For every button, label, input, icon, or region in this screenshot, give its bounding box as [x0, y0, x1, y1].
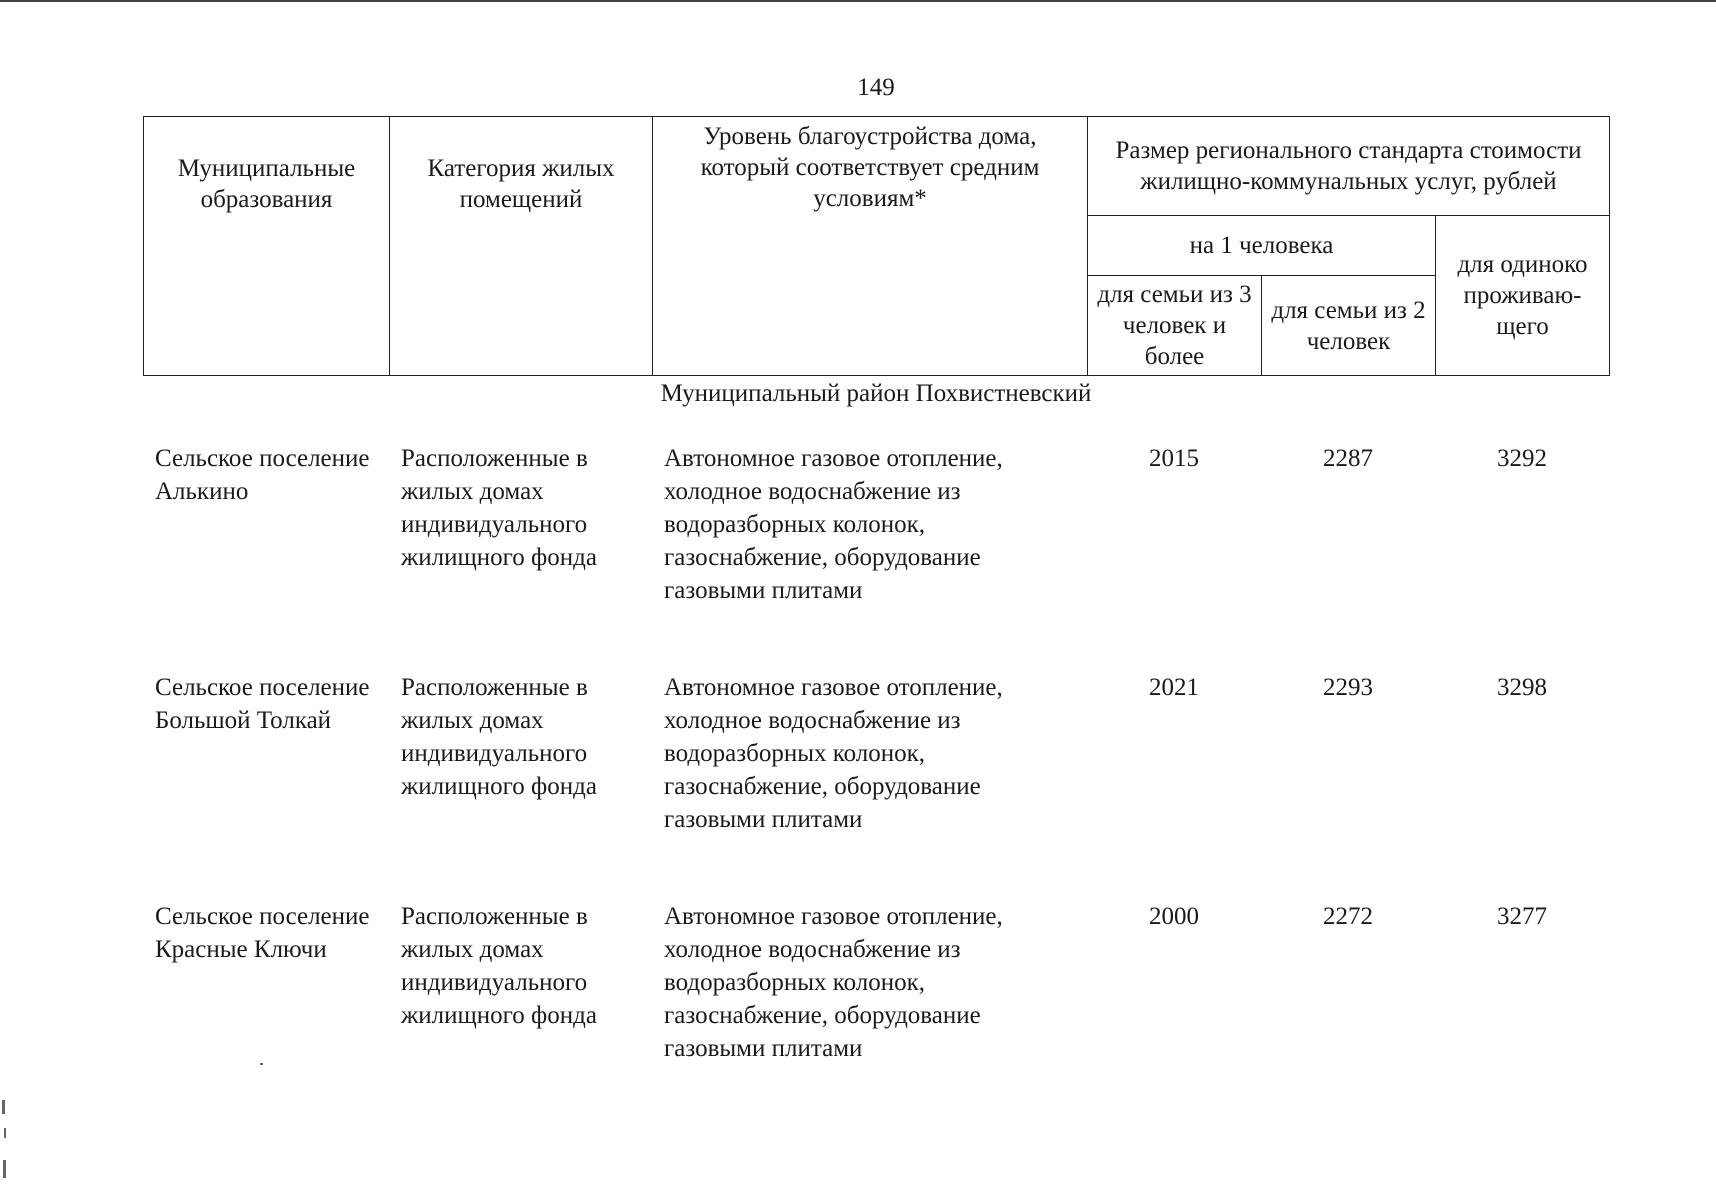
header-family2: для семьи из 2 человек [1262, 276, 1436, 376]
cell-level: Автономное газовое отопление, холодное водоснабжение из водоразборных колонок, газоснабжение, оборудование газовыми плитами [664, 445, 1003, 604]
cell-family2: 2287 [1323, 445, 1373, 472]
header-per-person: на 1 человека [1088, 216, 1436, 276]
header-municipal: Муниципальные образования [144, 117, 390, 376]
header-level: Уровень благоустройства дома, который соответствует средним условиям* [653, 117, 1088, 376]
table-header [143, 116, 1610, 376]
cell-family3: 2021 [1149, 674, 1199, 701]
cell-category: Расположенные в жилых домах индивидуального жилищного фонда [401, 674, 597, 800]
table-row [143, 900, 1609, 1129]
cell-municipality: Сельское поселение Алькино [155, 445, 370, 505]
cell-single: 3277 [1497, 903, 1547, 930]
district-title: Муниципальный район Похвистневский [660, 380, 1092, 407]
cell-single: 3298 [1497, 674, 1547, 701]
table-row [143, 671, 1609, 900]
cell-level: Автономное газовое отопление, холодное водоснабжение из водоразборных колонок, газоснабжение, оборудование газовыми плитами [664, 903, 1003, 1062]
table-body [143, 442, 1609, 1129]
header-family3: для семьи из 3 человек и более [1088, 276, 1262, 376]
header-category: Категория жилых помещений [390, 117, 653, 376]
scan-speck [4, 1128, 6, 1138]
cell-municipality: Сельское поселение Красные Ключи [155, 903, 370, 963]
cell-municipality: Сельское поселение Большой Толкай [155, 674, 370, 734]
cell-level: Автономное газовое отопление, холодное водоснабжение из водоразборных колонок, газоснабжение, оборудование газовыми плитами [664, 674, 1003, 833]
page-number: 149 [857, 74, 895, 101]
header-standard: Размер регионального стандарта стоимости жилищно-коммунальных услуг, рублей [1088, 117, 1610, 216]
cell-category: Расположенные в жилых домах индивидуального жилищного фонда [401, 903, 597, 1029]
scan-speck [260, 1063, 263, 1065]
cell-category: Расположенные в жилых домах индивидуального жилищного фонда [401, 445, 597, 571]
cell-family3: 2000 [1149, 903, 1199, 930]
cell-single: 3292 [1497, 445, 1547, 472]
header-single: для одиноко проживаю-щего [1436, 216, 1610, 376]
cell-family2: 2293 [1323, 674, 1373, 701]
table-row [143, 442, 1609, 671]
scan-speck [2, 1100, 5, 1114]
top-border-rule [0, 0, 1716, 2]
cell-family3: 2015 [1149, 445, 1199, 472]
cell-family2: 2272 [1323, 903, 1373, 930]
scan-speck [3, 1160, 6, 1178]
